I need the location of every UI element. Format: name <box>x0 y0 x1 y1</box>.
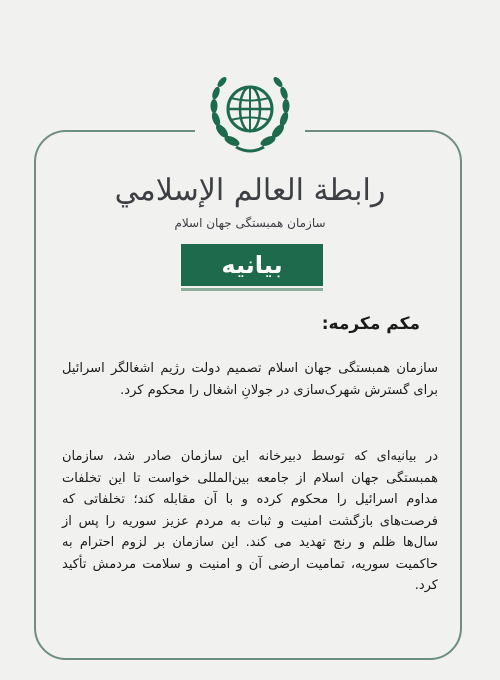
org-name-arabic: رابطة العالم الإسلامي <box>114 173 386 208</box>
logo <box>195 60 305 170</box>
salutation: مکم مکرمه: <box>321 314 420 334</box>
paragraph-1: سازمان همبستگی جهان اسلام تصمیم دولت رژیم اشغالگر اسرائیل برای گسترش شهرک‌سازی در جولانِ اشغال را محکوم کرد. <box>62 361 438 398</box>
statement-banner: بیانیه <box>181 244 323 286</box>
paragraph-2: در بیانیه‌ای که توسط دبیرخانه این سازمان صادر شد، سازمان همبستگی جهان اسلام از جامعه بین‌المللی خواست تا این تخلفات مداوم اسرائیل را محکوم کرده و با آن مقابله کند؛ تخلفاتی که فرصت‌های بازگشت امنیت و ثبات به مردم عزیز سوریه را پس از سال‌ها ظلم و رنج تهدید می کند. این سازمان بر لزوم احترام به حاکمیت سوریه، تمامیت ارضی آن و امنیت و سلامت مردمش تأکید کرد. <box>62 449 438 593</box>
org-name-persian: سازمان همبستگی جهان اسلام <box>174 216 326 230</box>
banner-underline <box>181 288 323 291</box>
globe-laurel-emblem-icon <box>202 67 298 163</box>
